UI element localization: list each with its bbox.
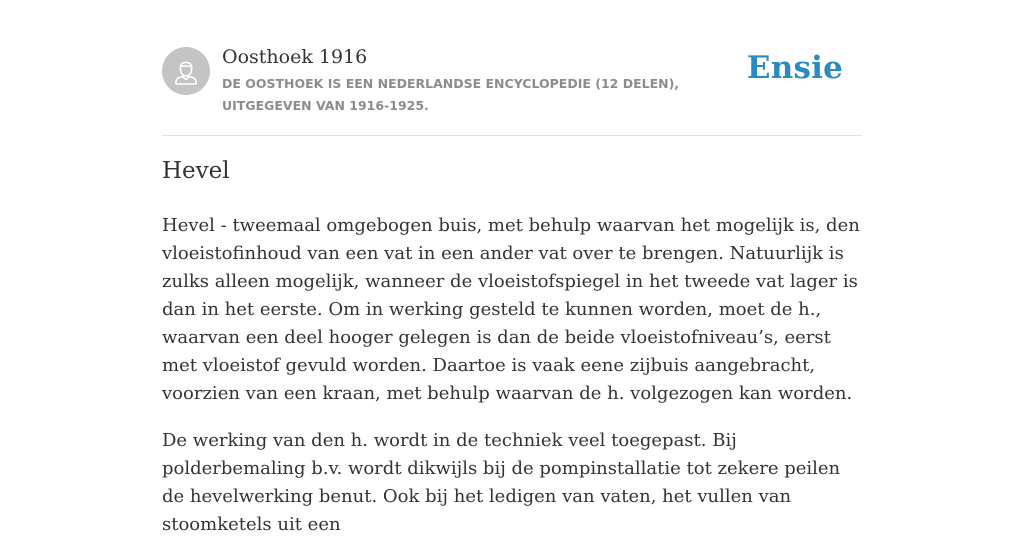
article-paragraph: De werking van den h. wordt in de techniek veel toegepast. Bij polderbemaling b.v. wordt dikwijls bij de pompinstallatie tot zekere peilen de hevelwerking benut. Ook bij het ledigen van vaten, het vullen van stoomketels uit een	[162, 430, 841, 535]
source-description: DE OOSTHOEK IS EEN NEDERLANDSE ENCYCLOPEDIE (12 DELEN), UITGEGEVEN VAN 1916-1925.	[222, 76, 680, 113]
source-avatar[interactable]	[162, 47, 210, 95]
page	[162, 0, 862, 535]
article-paragraph: Hevel - tweemaal omgebogen buis, met behulp waarvan het mogelijk is, den vloeistofinhoud van een vat in een ander vat over te brengen. Natuurlijk is zulks alleen mogelijk, wanneer de vloeistofspiegel in het tweede vat lager is dan in het eerste. Om in werking gesteld te kunnen worden, moet de h., waarvan een deel hooger gelegen is dan de beide vloeistofniveau’s, eerst met vloeistof gevuld worden. Daartoe is vaak eene zijbuis aangebracht, voorzien van een kraan, met behulp waarvan de h. volgezogen kan worden.	[162, 215, 860, 404]
article-body	[162, 212, 862, 558]
user-silhouette-icon	[162, 47, 210, 95]
article-title: Hevel	[162, 158, 230, 184]
source-title[interactable]: Oosthoek 1916	[222, 46, 368, 68]
source-header	[162, 0, 862, 136]
ensie-logo[interactable]: Ensie	[746, 50, 843, 86]
